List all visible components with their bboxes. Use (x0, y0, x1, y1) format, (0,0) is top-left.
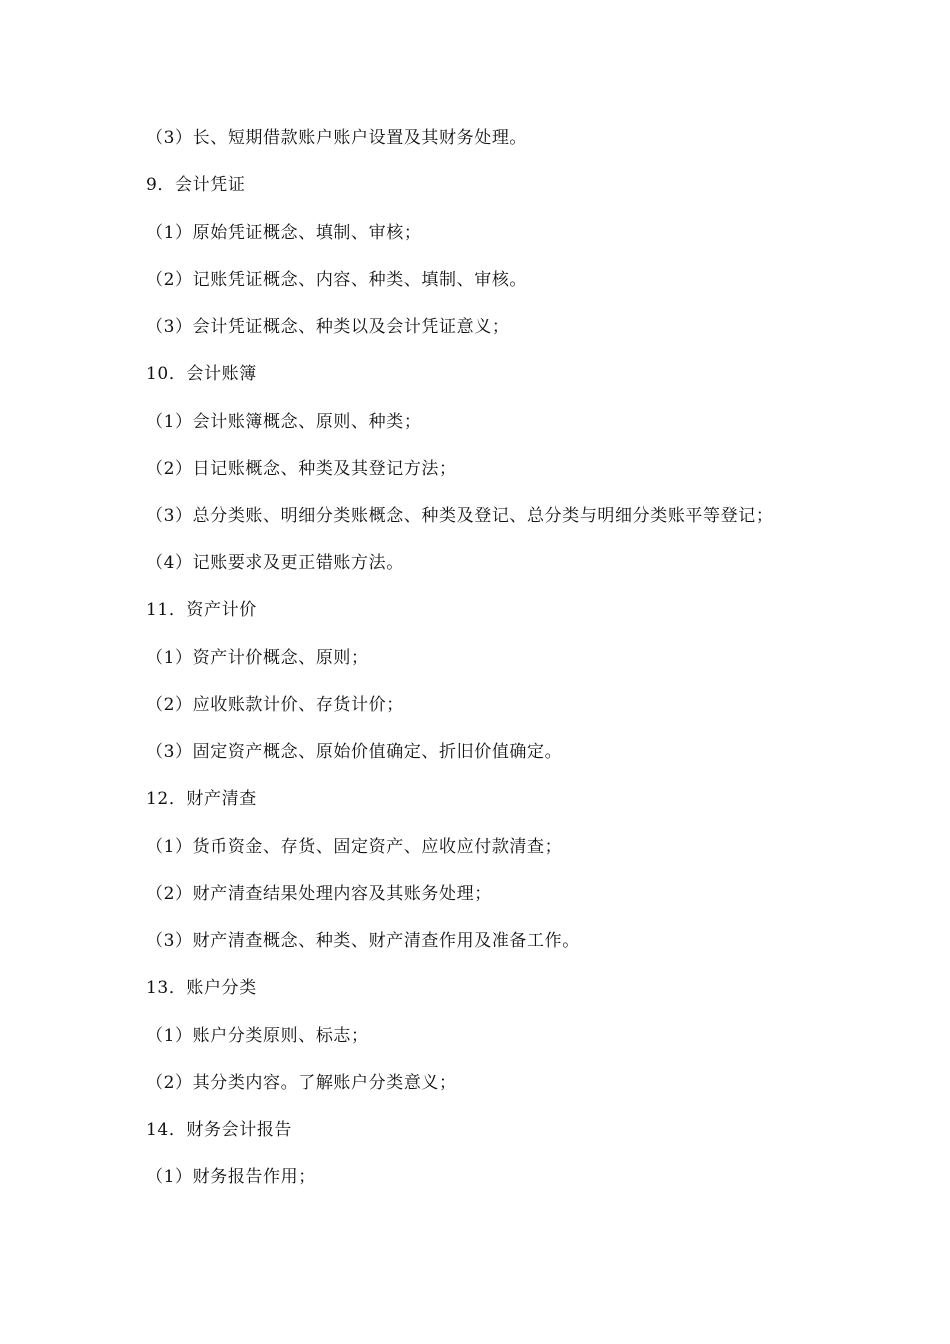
list-item: （3）长、短期借款账户账户设置及其财务处理。 (146, 128, 528, 148)
section-heading: 14．财务会计报告 (146, 1120, 293, 1140)
section-heading: 12．财产清查 (146, 789, 257, 809)
list-item: （3）会计凭证概念、种类以及会计凭证意义； (146, 317, 510, 337)
list-item: （2）应收账款计价、存货计价； (146, 695, 404, 715)
section-heading: 9．会计凭证 (146, 175, 246, 195)
section-heading: 10．会计账簿 (146, 364, 257, 384)
list-item: （2）其分类内容。了解账户分类意义； (146, 1073, 457, 1093)
list-item: （1）会计账簿概念、原则、种类； (146, 412, 422, 432)
list-item: （1）账户分类原则、标志； (146, 1026, 369, 1046)
list-item: （2）财产清查结果处理内容及其账务处理； (146, 884, 492, 904)
list-item: （1）货币资金、存货、固定资产、应收应付款清查； (146, 837, 563, 857)
list-item: （3）财产清查概念、种类、财产清查作用及准备工作。 (146, 931, 580, 951)
list-item: （2）记账凭证概念、内容、种类、填制、审核。 (146, 270, 528, 290)
list-item: （3）固定资产概念、原始价值确定、折旧价值确定。 (146, 742, 563, 762)
list-item: （1）原始凭证概念、填制、审核； (146, 223, 422, 243)
list-item: （1）资产计价概念、原则； (146, 648, 369, 668)
list-item: （1）财务报告作用； (146, 1167, 316, 1187)
list-item: （4）记账要求及更正错账方法。 (146, 553, 404, 573)
section-heading: 11．资产计价 (146, 600, 257, 620)
list-item: （3）总分类账、明细分类账概念、种类及登记、总分类与明细分类账平等登记； (146, 506, 774, 526)
section-heading: 13．账户分类 (146, 978, 257, 998)
list-item: （2）日记账概念、种类及其登记方法； (146, 459, 457, 479)
